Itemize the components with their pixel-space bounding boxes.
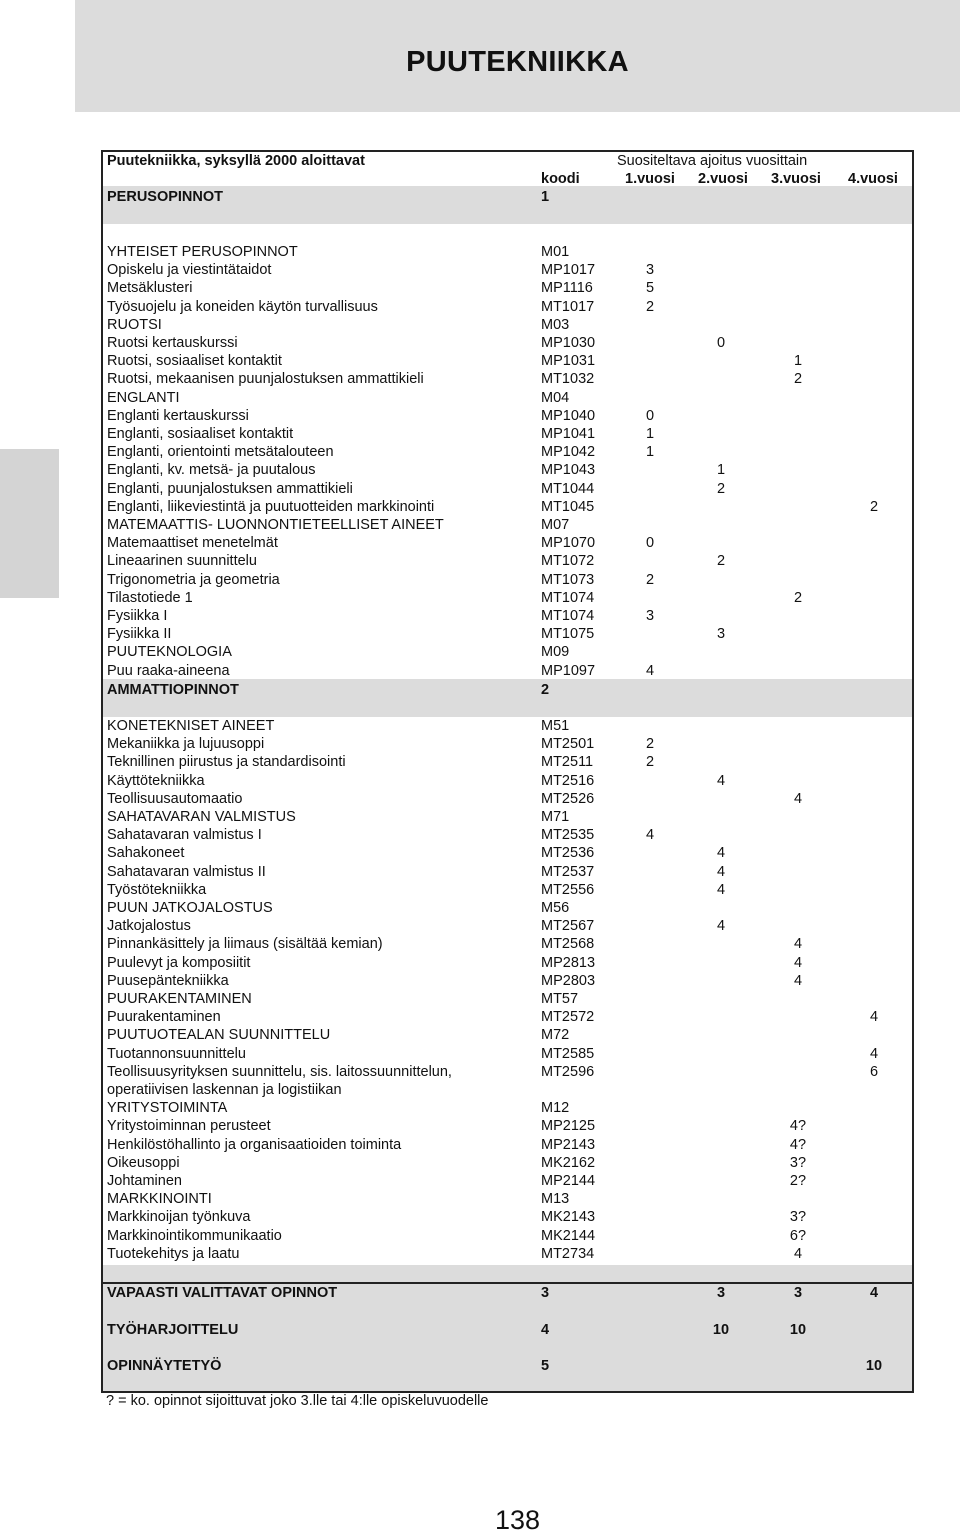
- course-name: Englanti, orientointi metsätalouteen: [107, 444, 334, 461]
- course-code: MK2143: [541, 1209, 596, 1226]
- course-name: MATEMAATTIS- LUONNONTIETEELLISET AINEET: [107, 517, 444, 533]
- table-row: [103, 316, 912, 334]
- credits-year1: 3: [645, 262, 655, 279]
- credits-year1: 0: [645, 535, 655, 552]
- table-row: [103, 389, 912, 407]
- credits-year2: 4: [716, 863, 726, 880]
- course-name: Fysiikka I: [107, 608, 168, 624]
- course-code: MT2585: [541, 1045, 595, 1062]
- course-code: 4: [541, 1322, 550, 1338]
- table-row: [103, 772, 912, 790]
- course-code: MP1097: [541, 662, 596, 679]
- page-number: 138: [494, 1505, 541, 1535]
- course-code: M07: [541, 517, 570, 533]
- course-code: M03: [541, 316, 570, 333]
- table-row: [103, 261, 912, 279]
- course-name: Tuotannonsuunnittelu: [107, 1045, 246, 1062]
- credits-year1: 1: [645, 426, 655, 442]
- table-row: [103, 917, 912, 935]
- credits-year4: 4: [869, 1009, 879, 1026]
- course-name: Englanti, liikeviestintä ja puutuotteiden markkinointi: [107, 498, 435, 515]
- table-subtitle: Suositeltava ajoitus vuosittain: [617, 153, 808, 169]
- course-code: MT1072: [541, 553, 595, 570]
- credits-year2: 3: [716, 626, 726, 643]
- course-code: MT2572: [541, 1009, 595, 1026]
- course-name: Yritystoiminnan perusteet: [107, 1118, 271, 1135]
- course-name: OPINNÄYTETYÖ: [107, 1358, 222, 1374]
- credits-year3: 6?: [789, 1227, 807, 1244]
- table-row: [103, 863, 912, 881]
- table-row: [103, 1154, 912, 1172]
- course-code: MT1032: [541, 371, 595, 388]
- table-row: [103, 753, 912, 771]
- course-code: MP2125: [541, 1118, 596, 1135]
- credits-year2: 4: [716, 881, 726, 898]
- course-code: MT2501: [541, 736, 595, 753]
- credits-year1: 2: [645, 754, 655, 771]
- table-row: [103, 552, 912, 570]
- course-code: 3: [541, 1285, 550, 1301]
- course-name: RUOTSI: [107, 316, 162, 333]
- credits-year4: 10: [865, 1358, 883, 1374]
- table-row: [103, 881, 912, 899]
- credits-year3: 3?: [789, 1154, 807, 1171]
- course-name: Sahakoneet: [107, 845, 185, 862]
- course-name: Oikeusoppi: [107, 1154, 180, 1171]
- course-code: M01: [541, 244, 570, 260]
- course-name: Lineaarinen suunnittelu: [107, 553, 257, 570]
- table-row: [103, 443, 912, 461]
- table-row: [103, 808, 912, 826]
- course-code: MT2568: [541, 936, 595, 953]
- course-code: MT1073: [541, 571, 595, 588]
- credits-year4: 6: [869, 1063, 879, 1080]
- table-row: [103, 1045, 912, 1063]
- course-code: MP1040: [541, 407, 596, 424]
- table-row: [103, 243, 912, 261]
- course-code: M72: [541, 1027, 570, 1044]
- credits-year3: 4?: [789, 1118, 807, 1135]
- course-name: Teollisuusyrityksen suunnittelu, sis. laitossuunnittelun,: [107, 1063, 452, 1080]
- table-row: [103, 954, 912, 972]
- table-row: [103, 498, 912, 516]
- course-code: MP1043: [541, 462, 596, 479]
- column-header-year2: 2.vuosi: [698, 171, 748, 187]
- credits-year3: 2: [793, 371, 803, 388]
- course-name: Englanti, puunjalostuksen ammattikieli: [107, 480, 353, 497]
- column-header-code: koodi: [541, 171, 580, 187]
- credits-year2: 10: [712, 1322, 730, 1338]
- course-name: Puu raaka-aineena: [107, 662, 230, 679]
- course-code: 2: [541, 682, 550, 698]
- summary-row: [103, 1357, 912, 1375]
- table-row: [103, 1190, 912, 1208]
- credits-year2: 4: [716, 918, 726, 935]
- credits-year2: 4: [716, 845, 726, 862]
- table-row: [103, 516, 912, 534]
- footnote: ? = ko. opinnot sijoittuvat joko 3.lle tai 4:lle opiskeluvuodelle: [106, 1393, 489, 1409]
- credits-year4: 2: [869, 498, 879, 515]
- course-name: Ruotsi kertauskurssi: [107, 335, 238, 351]
- credits-year3: 3: [793, 1285, 803, 1301]
- course-code: MT2567: [541, 918, 595, 935]
- table-row: [103, 990, 912, 1008]
- table-row: [103, 571, 912, 589]
- table-row: [103, 279, 912, 297]
- course-name: Johtaminen: [107, 1173, 182, 1189]
- course-name: YHTEISET PERUSOPINNOT: [107, 244, 298, 260]
- course-code: MP1017: [541, 262, 596, 279]
- credits-year2: 0: [716, 335, 726, 351]
- table-row: [103, 1099, 912, 1117]
- course-name: Jatkojalostus: [107, 918, 191, 935]
- course-name: Opiskelu ja viestintätaidot: [107, 262, 272, 279]
- table-row: [103, 1208, 912, 1226]
- table-row: [103, 298, 912, 316]
- course-code: MP1030: [541, 335, 596, 351]
- table-title: Puutekniikka, syksyllä 2000 aloittavat: [107, 153, 365, 169]
- table-row: [103, 607, 912, 625]
- course-name: Työsuojelu ja koneiden käytön turvallisuus: [107, 298, 378, 315]
- credits-year1: 1: [645, 444, 655, 461]
- table-title-line: [103, 152, 912, 170]
- table-row: [103, 844, 912, 862]
- course-code: MP2144: [541, 1173, 596, 1189]
- table-row: [103, 899, 912, 917]
- credits-year1: 3: [645, 608, 655, 624]
- course-name: Puurakentaminen: [107, 1009, 221, 1026]
- section-row: [103, 681, 912, 699]
- course-name: Matemaattiset menetelmät: [107, 535, 278, 552]
- course-code: MT2536: [541, 845, 595, 862]
- course-name: PUUN JATKOJALOSTUS: [107, 900, 273, 916]
- course-code: M12: [541, 1100, 570, 1117]
- table-row: [103, 1081, 912, 1099]
- course-code: MP2813: [541, 954, 596, 971]
- credits-year3: 1: [793, 353, 803, 370]
- credits-year4: 4: [869, 1285, 879, 1301]
- credits-year3: 4: [793, 1245, 803, 1262]
- course-code: M51: [541, 718, 570, 734]
- table-row: [103, 334, 912, 352]
- table-row: [103, 425, 912, 443]
- credits-year2: 2: [716, 480, 726, 497]
- course-code: MT57: [541, 991, 579, 1007]
- credits-year3: 2?: [789, 1173, 807, 1189]
- course-name: Metsäklusteri: [107, 280, 193, 297]
- course-name: MARKKINOINTI: [107, 1191, 212, 1208]
- credits-year3: 2: [793, 589, 803, 606]
- course-code: M09: [541, 644, 570, 661]
- course-code: MP1070: [541, 535, 596, 552]
- summary-row: [103, 1321, 912, 1339]
- table-row: [103, 1063, 912, 1081]
- course-name: Puusepäntekniikka: [107, 972, 229, 989]
- summary-row: [103, 1284, 912, 1302]
- course-name: TYÖHARJOITTELU: [107, 1322, 239, 1338]
- table-row: [103, 461, 912, 479]
- course-name: ENGLANTI: [107, 389, 180, 406]
- course-code: MT2734: [541, 1245, 595, 1262]
- course-code: MT1074: [541, 589, 595, 606]
- course-name: Englanti, sosiaaliset kontaktit: [107, 426, 294, 442]
- course-name: Markkinointikommunikaatio: [107, 1227, 282, 1244]
- course-code: MT1017: [541, 298, 595, 315]
- credits-year1: 0: [645, 407, 655, 424]
- course-code: MT2556: [541, 881, 595, 898]
- course-name: SAHATAVARAN VALMISTUS: [107, 809, 296, 825]
- course-code: MK2144: [541, 1227, 596, 1244]
- credits-year1: 2: [645, 571, 655, 588]
- course-name: Sahatavaran valmistus II: [107, 863, 266, 880]
- course-name: operatiivisen laskennan ja logistiikan: [107, 1082, 342, 1098]
- table-row: [103, 1172, 912, 1190]
- table-row: [103, 589, 912, 607]
- table-row: [103, 352, 912, 370]
- table-row: [103, 935, 912, 953]
- course-name: PUUTEKNOLOGIA: [107, 644, 232, 661]
- credits-year3: 4: [793, 936, 803, 953]
- course-code: MT1075: [541, 626, 595, 643]
- course-code: M71: [541, 809, 570, 825]
- credits-year3: 10: [789, 1322, 807, 1338]
- table-row: [103, 790, 912, 808]
- table-row: [103, 826, 912, 844]
- course-code: MP2803: [541, 972, 596, 989]
- table-row: [103, 370, 912, 388]
- course-code: MT2516: [541, 772, 595, 789]
- table-row: [103, 1136, 912, 1154]
- table-row: [103, 1227, 912, 1245]
- course-code: MT2596: [541, 1063, 595, 1080]
- course-name: KONETEKNISET AINEET: [107, 718, 275, 734]
- column-header-row: [103, 170, 912, 188]
- table-row: [103, 1026, 912, 1044]
- course-code: M56: [541, 900, 570, 916]
- course-name: Teknillinen piirustus ja standardisointi: [107, 754, 346, 771]
- table-row: [103, 662, 912, 680]
- table-row: [103, 735, 912, 753]
- table-row: [103, 480, 912, 498]
- course-name: Trigonometria ja geometria: [107, 571, 280, 588]
- course-code: MT1074: [541, 608, 595, 624]
- course-name: Ruotsi, mekaanisen puunjalostuksen ammattikieli: [107, 371, 424, 388]
- credits-year3: 4: [793, 790, 803, 807]
- credits-year3: 4: [793, 972, 803, 989]
- credits-year1: 4: [645, 827, 655, 844]
- section-row: [103, 188, 912, 206]
- table-row: [103, 534, 912, 552]
- course-code: MT2526: [541, 790, 595, 807]
- column-header-year3: 3.vuosi: [771, 171, 821, 187]
- credits-year3: 4?: [789, 1136, 807, 1153]
- course-code: MT2537: [541, 863, 595, 880]
- course-name: Sahatavaran valmistus I: [107, 827, 262, 844]
- course-name: Teollisuusautomaatio: [107, 790, 243, 807]
- credits-year1: 5: [645, 280, 655, 297]
- table-row: [103, 643, 912, 661]
- table-row: [103, 1008, 912, 1026]
- course-code: MP1116: [541, 280, 593, 297]
- course-name: YRITYSTOIMINTA: [107, 1100, 228, 1117]
- course-code: 1: [541, 189, 550, 205]
- column-header-year1: 1.vuosi: [625, 171, 675, 187]
- credits-year2: 3: [716, 1285, 726, 1301]
- column-header-year4: 4.vuosi: [848, 171, 898, 187]
- course-code: MT2535: [541, 827, 595, 844]
- course-code: MP2143: [541, 1136, 596, 1153]
- credits-year1: 2: [645, 298, 655, 315]
- table-row: [103, 972, 912, 990]
- credits-year3: 3?: [789, 1209, 807, 1226]
- course-name: Henkilöstöhallinto ja organisaatioiden toiminta: [107, 1136, 402, 1153]
- course-name: PUURAKENTAMINEN: [107, 991, 252, 1007]
- course-code: MT1044: [541, 480, 595, 497]
- course-name: Ruotsi, sosiaaliset kontaktit: [107, 353, 282, 370]
- table-row: [103, 407, 912, 425]
- course-name: Työstötekniikka: [107, 881, 207, 898]
- course-name: Tuotekehitys ja laatu: [107, 1245, 240, 1262]
- course-name: PUUTUOTEALAN SUUNNITTELU: [107, 1027, 331, 1044]
- side-tab-marker: [0, 449, 59, 598]
- course-code: MT2511: [541, 754, 594, 771]
- course-name: Markkinoijan työnkuva: [107, 1209, 251, 1226]
- credits-year2: 4: [716, 772, 726, 789]
- table-row: [103, 1117, 912, 1135]
- page-title: PUUTEKNIIKKA: [406, 46, 629, 78]
- course-name: Tilastotiede 1: [107, 589, 193, 606]
- course-code: MP1042: [541, 444, 596, 461]
- table-row: [103, 717, 912, 735]
- course-name: Käyttötekniikka: [107, 772, 205, 789]
- credits-year4: 4: [869, 1045, 879, 1062]
- table-row: [103, 625, 912, 643]
- table-row: [103, 1245, 912, 1263]
- credits-year3: 4: [793, 954, 803, 971]
- course-code: 5: [541, 1358, 550, 1374]
- credits-year1: 4: [645, 662, 655, 679]
- course-name: PERUSOPINNOT: [107, 189, 224, 205]
- course-code: M04: [541, 389, 570, 406]
- course-name: Mekaniikka ja lujuusoppi: [107, 736, 265, 753]
- course-name: AMMATTIOPINNOT: [107, 682, 239, 698]
- credits-year2: 1: [716, 462, 726, 479]
- course-code: MP1031: [541, 353, 596, 370]
- course-name: VAPAASTI VALITTAVAT OPINNOT: [107, 1285, 338, 1301]
- course-code: MK2162: [541, 1154, 596, 1171]
- course-name: Puulevyt ja komposiitit: [107, 954, 251, 971]
- credits-year2: 2: [716, 553, 726, 570]
- course-name: Pinnankäsittely ja liimaus (sisältää kemian): [107, 936, 383, 953]
- course-name: Englanti, kv. metsä- ja puutalous: [107, 462, 316, 479]
- course-code: MT1045: [541, 498, 595, 515]
- course-code: MP1041: [541, 426, 596, 442]
- curriculum-table: [101, 150, 914, 1393]
- credits-year1: 2: [645, 736, 655, 753]
- course-name: Fysiikka II: [107, 626, 172, 643]
- course-name: Englanti kertauskurssi: [107, 407, 249, 424]
- course-code: M13: [541, 1191, 570, 1208]
